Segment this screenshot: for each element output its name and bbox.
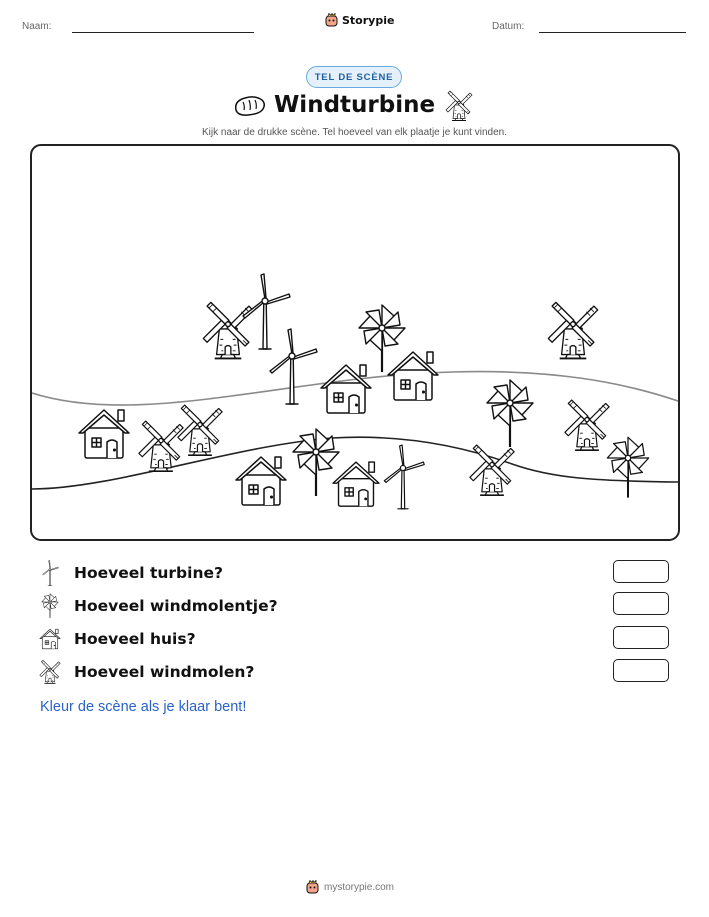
question-text: Hoeveel windmolen?: [74, 663, 255, 681]
footer: [306, 880, 394, 894]
question-row-house: [36, 626, 196, 652]
wind-turbine-icon: [243, 274, 290, 349]
house-icon: [79, 410, 129, 458]
name-line[interactable]: [72, 32, 254, 33]
pinwheel-icon: [359, 305, 405, 372]
windmill-icon: [178, 405, 222, 455]
answer-box-pinwheel[interactable]: [613, 592, 669, 615]
pinwheel-icon: [607, 437, 648, 497]
house-icon: [321, 365, 371, 413]
page-subtitle: Kijk naar de drukke scène. Tel hoeveel van elk plaatje je kunt vinden.: [201, 127, 507, 138]
storypie-mascot-icon: [325, 13, 338, 27]
question-text: Hoeveel huis?: [74, 630, 196, 648]
question-row-windmill: [36, 659, 254, 685]
page-title: Windturbine: [273, 92, 436, 118]
house-icon: [333, 462, 379, 506]
date-line[interactable]: [539, 32, 686, 33]
question-row-turbine: [36, 560, 223, 586]
house-icon: [39, 628, 61, 650]
counting-scene: [30, 144, 680, 541]
pinwheel-icon: [487, 380, 533, 447]
windmill-icon: [565, 400, 609, 450]
coloring-instruction: Kleur de scène als je klaar bent!: [40, 699, 247, 715]
activity-badge: TEL DE SCÈNE: [306, 66, 402, 88]
answer-box-windmill[interactable]: [613, 659, 669, 682]
wind-turbine-icon: [384, 445, 424, 509]
name-label: Naam:: [22, 21, 52, 32]
windmill-icon: [548, 302, 597, 358]
footer-url[interactable]: mystorypie.com: [324, 881, 395, 893]
answer-box-house[interactable]: [613, 626, 669, 649]
windmill-icon: [203, 302, 252, 358]
house-icon: [236, 457, 286, 505]
brand-name: Storypie: [342, 13, 395, 27]
question-row-pinwheel: [36, 593, 278, 619]
wind-turbine-icon: [270, 329, 317, 404]
house-icon: [388, 352, 438, 400]
windmill-icon: [445, 90, 473, 122]
pinwheel-icon: [293, 429, 339, 496]
answer-box-turbine[interactable]: [613, 560, 669, 583]
storypie-logo: [325, 13, 394, 27]
windmill-icon: [139, 421, 183, 471]
question-text: Hoeveel turbine?: [74, 564, 224, 582]
date-label: Datum:: [492, 21, 525, 32]
wind-turbine-icon: [40, 560, 60, 586]
pinwheel-icon: [38, 593, 62, 619]
windmill-icon: [39, 659, 61, 685]
storypie-mascot-icon: [306, 880, 319, 894]
question-text: Hoeveel windmolentje?: [74, 597, 278, 615]
